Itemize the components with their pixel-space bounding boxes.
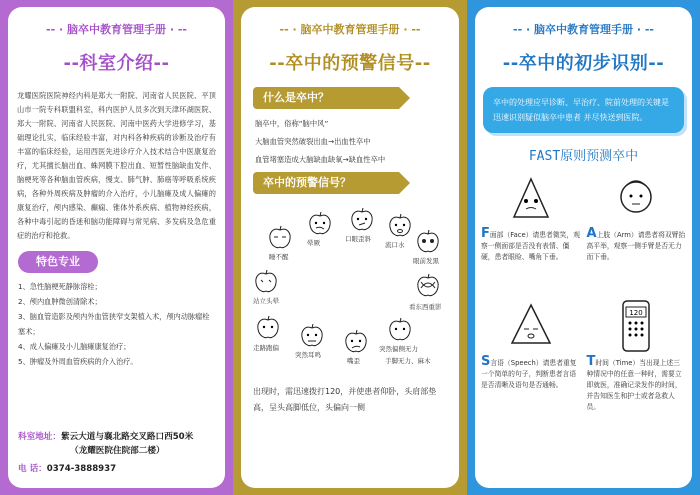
early-diagnosis-bubble: 卒中的处理应早诊断、早治疗、院前处理的关键是迅速识别疑似脑卒中患者 并尽快送到医院。 bbox=[483, 87, 684, 133]
fast-speech bbox=[481, 296, 581, 424]
symptom-label: 走路跑偏 bbox=[253, 344, 279, 352]
symptom-label: 嘴歪 bbox=[347, 357, 360, 365]
section-title: --卒中的预警信号-- bbox=[269, 53, 431, 74]
department-intro-text: 龙耀医院医院神经内科是郑大一附院、河南省人民医院、平顶山市一院专科联盟科室，科内医护人员多次到天津环湖医院、郑大一附院、河南省人民医院、河南中医药大学进修学习，基础理论扎实，临床经验丰富，对内科各种疾病的诊断及治疗有丰富的临床经验，运用西医先进诊疗介入技术结合中医康复治疗，尤其擅长脑出血、蛛网膜下腔出血、短暂性脑缺血发作、脑梗死等各种脑血管疾病，慢支、肺气肿、肺癌等呼吸系统疾病，各种外周疾病及肿瘤的介入治疗，小儿脑瘫及成人偏瘫的康复治疗，颅内感染、癫痫、锥体外系疾病、植物神经疾病，各种中毒引起的昏迷和脑功能障碍与常见病、多发病及急危重症的治疗和抢救。 bbox=[17, 91, 216, 240]
fast-letter-f: F bbox=[481, 226, 490, 241]
time-text: 时间（Time）当出现上述三种情况中的任意一种时，需要立即就医，准确记录发作的时间，并告知医生和护士或者急救人员。 bbox=[586, 359, 682, 411]
apple-face-icon bbox=[343, 328, 369, 354]
definition-line: 血管堵塞造成大脑缺血缺氧→缺血性卒中 bbox=[255, 155, 386, 164]
panel-initial-identification bbox=[467, 0, 700, 495]
definition-line: 大脑血管突然破裂出血→出血性卒中 bbox=[255, 137, 371, 146]
list-item: 2、颅内血肿微创清除术； bbox=[18, 297, 102, 306]
symptom-label: 睡不醒 bbox=[269, 253, 289, 261]
fast-arm bbox=[587, 168, 687, 296]
section-title: --科室介绍-- bbox=[63, 53, 170, 74]
panel-warning-signs bbox=[233, 0, 467, 495]
face-text: 面部（Face）请患者微笑，观察一侧面部是否没有表情、僵硬，患者眼睑、嘴角下垂。 bbox=[481, 231, 581, 261]
fast-letter-s: S bbox=[481, 354, 491, 369]
apple-face-icon bbox=[415, 228, 441, 254]
panel-department-intro bbox=[0, 0, 233, 495]
list-item: 5、肿瘤及外周血管疾病的介入治疗。 bbox=[18, 357, 138, 366]
list-item: 4、成人偏瘫及小儿脑瘫康复治疗； bbox=[18, 342, 131, 351]
panel-card bbox=[241, 7, 459, 488]
apple-face-icon bbox=[253, 268, 279, 294]
fast-title: FAST原则预测卒中 bbox=[528, 149, 639, 164]
apple-face-icon bbox=[387, 212, 413, 238]
symptom-illustrations bbox=[247, 198, 453, 378]
address-label: 科室地址： bbox=[18, 432, 61, 442]
phone-number-display: 120 bbox=[629, 309, 643, 317]
symptom-label: 突然偏侧无力 bbox=[379, 345, 418, 353]
speech-text: 言语（Speech）请患者重复一个简单的句子，判断患者言语是否清晰及语句是否通畅。 bbox=[481, 359, 577, 389]
symptom-label: 流口水 bbox=[385, 241, 405, 249]
specialty-list bbox=[8, 279, 225, 369]
specialty-badge: 特色专业 bbox=[18, 251, 98, 273]
phone-label: 电 话： bbox=[18, 464, 47, 474]
panel-card bbox=[8, 7, 225, 488]
fast-letter-a: A bbox=[586, 226, 597, 241]
phone-value: 0374-3888937 bbox=[46, 464, 117, 474]
apple-face-icon bbox=[307, 210, 333, 236]
section-title: --卒中的初步识别-- bbox=[502, 53, 665, 74]
fast-time bbox=[587, 296, 687, 424]
panel-card bbox=[475, 7, 692, 488]
symptom-label: 晕厥 bbox=[307, 239, 320, 247]
list-item: 3、脑血管造影及颅内外血管狭窄支架植入术，颅内动脉瘤栓塞术； bbox=[18, 312, 210, 336]
phone-icon bbox=[587, 296, 687, 356]
apple-face-icon bbox=[267, 224, 293, 250]
manual-header: -- · 脑卒中教育管理手册 · -- bbox=[279, 23, 421, 36]
speech-icon bbox=[481, 296, 581, 356]
warning-signs-ribbon: 卒中的预警信号？ bbox=[253, 172, 399, 194]
stroke-definition bbox=[241, 117, 459, 166]
symptom-label: 站立头晕 bbox=[253, 297, 279, 305]
manual-header: -- · 脑卒中教育管理手册 · -- bbox=[513, 23, 654, 36]
manual-header: -- · 脑卒中教育管理手册 · -- bbox=[46, 23, 187, 36]
contact-block bbox=[18, 430, 221, 476]
apple-face-icon bbox=[255, 314, 281, 340]
emergency-instructions: 出现时，需迅速拨打120，并使患者仰卧，头肩部垫高，呈头高脚低位，头偏向一侧 bbox=[253, 387, 437, 412]
address-value: 紫云大道与襄北路交叉路口西50米 bbox=[60, 432, 194, 442]
apple-face-icon bbox=[349, 206, 375, 232]
symptom-label: 看东西重影 bbox=[409, 303, 442, 311]
symptom-label: 口眼歪斜 bbox=[345, 235, 371, 243]
what-is-stroke-ribbon: 什么是卒中？ bbox=[253, 87, 399, 109]
arm-icon bbox=[587, 168, 687, 228]
symptom-label: 手脚无力、麻木 bbox=[385, 357, 431, 365]
fast-grid bbox=[475, 168, 692, 424]
symptom-label: 突然耳鸣 bbox=[295, 351, 321, 359]
apple-face-icon bbox=[387, 316, 413, 342]
arm-text: 上肢（Arm）请患者将双臂抬高平举，观察一侧手臂是否无力而下垂。 bbox=[586, 231, 686, 261]
fast-letter-t: T bbox=[586, 354, 596, 369]
fast-face bbox=[481, 168, 581, 296]
face-icon bbox=[481, 168, 581, 228]
definition-line: 脑卒中，俗称“脑中风” bbox=[255, 119, 329, 128]
apple-face-icon bbox=[415, 272, 441, 298]
symptom-label: 眼前发黑 bbox=[413, 257, 439, 265]
address-note: （龙耀医院住院部二楼） bbox=[70, 446, 165, 456]
list-item: 1、急性脑梗死静脉溶栓； bbox=[18, 282, 102, 291]
apple-face-icon bbox=[299, 322, 325, 348]
